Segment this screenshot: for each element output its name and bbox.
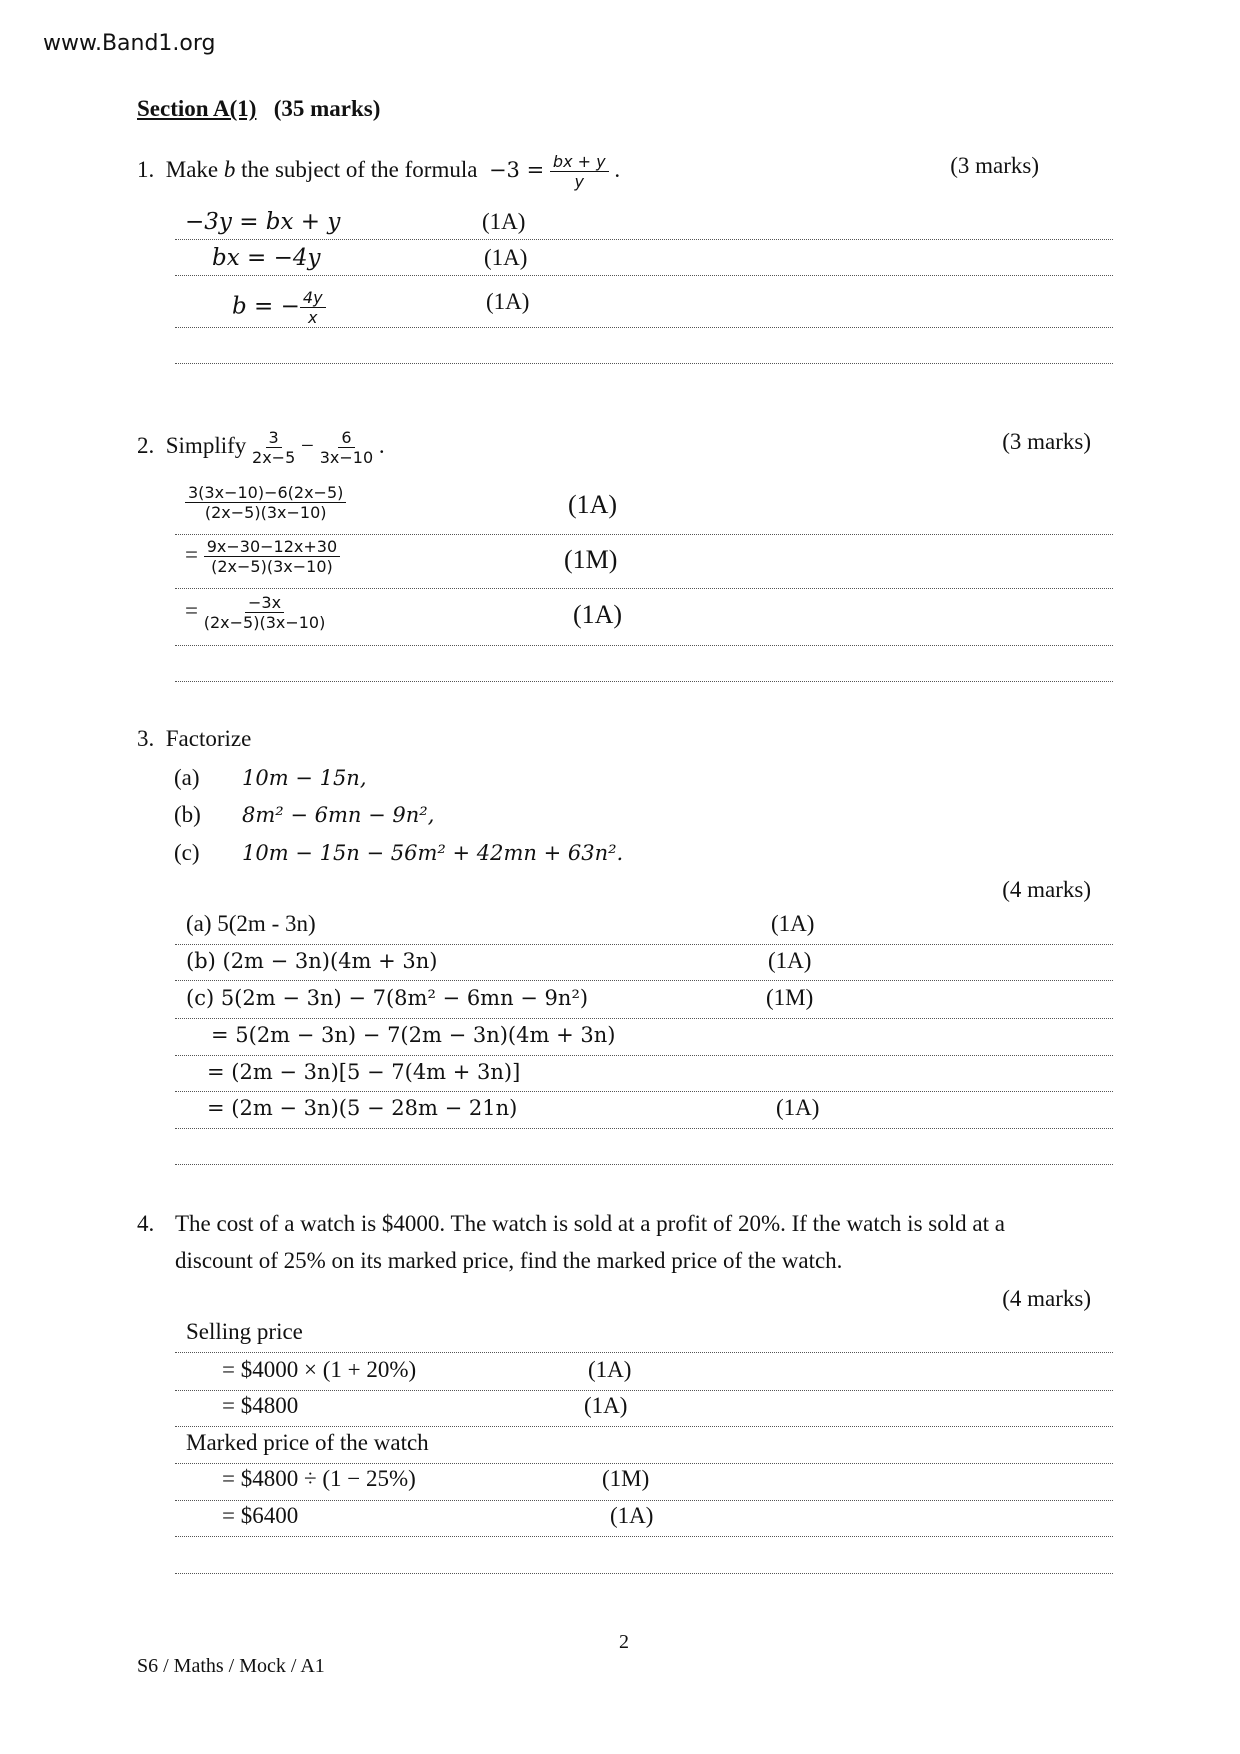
formula-fraction [550, 152, 609, 191]
answer-line [175, 1536, 1113, 1537]
equals: = [185, 541, 198, 567]
step: = $4000 × (1 + 20%) [222, 1357, 417, 1382]
step-mark: (1A) [771, 911, 815, 936]
answer-line [175, 1426, 1113, 1427]
step-mark: (1A) [573, 600, 623, 629]
fraction [320, 428, 373, 467]
answer-line [175, 645, 1113, 646]
answer-line [175, 1500, 1113, 1501]
part-label: (b) [174, 802, 201, 827]
step-mark: (1A) [482, 209, 526, 234]
denominator: y [574, 172, 584, 191]
question-3 [137, 725, 251, 753]
step-mark: (1A) [776, 1095, 820, 1120]
denominator: x [307, 308, 318, 327]
q4-marks: (4 marks) [1002, 1286, 1091, 1311]
answer-line [175, 681, 1113, 682]
step: = (2m − 3n)(5 − 28m − 21n) [207, 1096, 518, 1120]
q-text: Factorize [165, 726, 252, 751]
denominator: 3x−10 [319, 448, 374, 467]
part-expr: 10m − 15n − 56m² + 42mn + 63n². [242, 841, 624, 865]
section-title: Section A(1) [137, 96, 257, 121]
question-2: 2. Simplify $\frac{3}{2x-5}$ − $\frac{6}{3x-10}$ . [137, 428, 385, 467]
q2-marks: (3 marks) [1002, 429, 1091, 454]
section-marks: (35 marks) [273, 96, 381, 121]
step [185, 593, 325, 632]
answer-line [175, 1463, 1113, 1464]
operator: − [301, 432, 314, 458]
numerator: 9x−30−12x+30 [204, 537, 340, 557]
denominator: (2x−5)(3x−10) [204, 503, 327, 522]
step [232, 288, 326, 327]
expr: b = − [232, 293, 300, 320]
step [185, 483, 346, 522]
part-label: (a) [174, 765, 200, 790]
answer-line [175, 1055, 1113, 1056]
numerator: 3 [266, 428, 282, 448]
answer-line [175, 1164, 1113, 1165]
step: −3y = bx + y [185, 209, 341, 235]
question-1: 1. Make b the subject of the formula −3 = $\frac{bx + y}{y}$ . [137, 152, 621, 191]
step-mark: (1A) [568, 490, 618, 519]
denominator: (2x−5)(3x−10) [203, 613, 326, 632]
answer-line [175, 1128, 1113, 1129]
question-4-line-2: discount of 25% on its marked price, find the marked price of the watch. [175, 1248, 843, 1273]
answer-line [175, 944, 1113, 945]
answer-line [175, 1352, 1113, 1353]
answer-line [175, 1573, 1113, 1574]
question-4-number: 4. [137, 1211, 155, 1236]
step-mark: (1A) [588, 1357, 632, 1382]
step-mark: (1A) [584, 1393, 628, 1418]
step-mark: (1M) [564, 545, 618, 574]
numerator: −3x [245, 593, 284, 613]
step: (a) 5(2m - 3n) [186, 911, 316, 936]
step: = 5(2m − 3n) − 7(2m − 3n)(4m + 3n) [211, 1023, 616, 1047]
part-expr: 8m² − 6mn − 9n², [242, 803, 435, 827]
question-4-line-1: The cost of a watch is $4000. The watch is sold at a profit of 20%. If the watch is sold at a [175, 1211, 1005, 1236]
step: Marked price of the watch [186, 1430, 429, 1455]
step: bx = −4y [212, 245, 321, 271]
q-var: b [223, 156, 236, 182]
footer: S6 / Maths / Mock / A1 [137, 1655, 325, 1677]
fraction [252, 428, 295, 467]
answer-line [175, 1091, 1113, 1092]
q-text: the subject of the formula [235, 156, 478, 182]
answer-line [175, 534, 1113, 535]
step: (b) (2m − 3n)(4m + 3n) [186, 949, 438, 973]
step: = (2m − 3n)[5 − 7(4m + 3n)] [207, 1060, 521, 1084]
answer-line [175, 980, 1113, 981]
answer-line [175, 1018, 1113, 1019]
page-number: 2 [619, 1631, 629, 1653]
question-number: 1. [137, 156, 155, 182]
answer-line [175, 239, 1113, 240]
fraction [185, 483, 346, 522]
step: = $6400 [222, 1503, 299, 1528]
answer-line [175, 327, 1113, 328]
answer-line [175, 588, 1113, 589]
section-heading [137, 95, 380, 123]
numerator: 6 [338, 428, 354, 448]
question-number: 2. [137, 432, 155, 458]
denominator: (2x−5)(3x−10) [211, 557, 333, 576]
step-mark: (1A) [484, 245, 528, 270]
numerator: 4y [300, 288, 326, 308]
step: = $4800 ÷ (1 − 25%) [222, 1466, 416, 1491]
equals: = [185, 597, 198, 623]
numerator: bx + y [550, 152, 609, 172]
numerator: 3(3x−10)−6(2x−5) [185, 483, 346, 503]
step: (c) 5(2m − 3n) − 7(8m² − 6mn − 9n²) [186, 986, 589, 1010]
watermark-url: www.Band1.org [43, 31, 216, 56]
part-expr: 10m − 15n, [242, 766, 367, 790]
q-text: Simplify [165, 432, 247, 458]
answer-line [175, 363, 1113, 364]
step: Selling price [186, 1319, 303, 1344]
step-mark: (1A) [486, 289, 530, 314]
step-mark: (1A) [610, 1503, 654, 1528]
answer-line [175, 1390, 1113, 1391]
step-mark: (1A) [768, 948, 812, 973]
formula-lhs: −3 = [488, 157, 545, 182]
fraction [204, 593, 326, 632]
q-text: Make [165, 156, 224, 182]
fraction [204, 537, 340, 576]
fraction [300, 288, 326, 327]
part-label: (c) [174, 840, 200, 865]
q3-marks: (4 marks) [1002, 877, 1091, 902]
step-mark: (1M) [602, 1466, 650, 1491]
step-mark: (1M) [766, 985, 814, 1010]
step: = $4800 [222, 1393, 299, 1418]
question-number: 3. [137, 726, 155, 751]
step [185, 537, 340, 576]
denominator: 2x−5 [252, 448, 296, 467]
q1-marks: (3 marks) [950, 153, 1039, 178]
answer-line [175, 275, 1113, 276]
